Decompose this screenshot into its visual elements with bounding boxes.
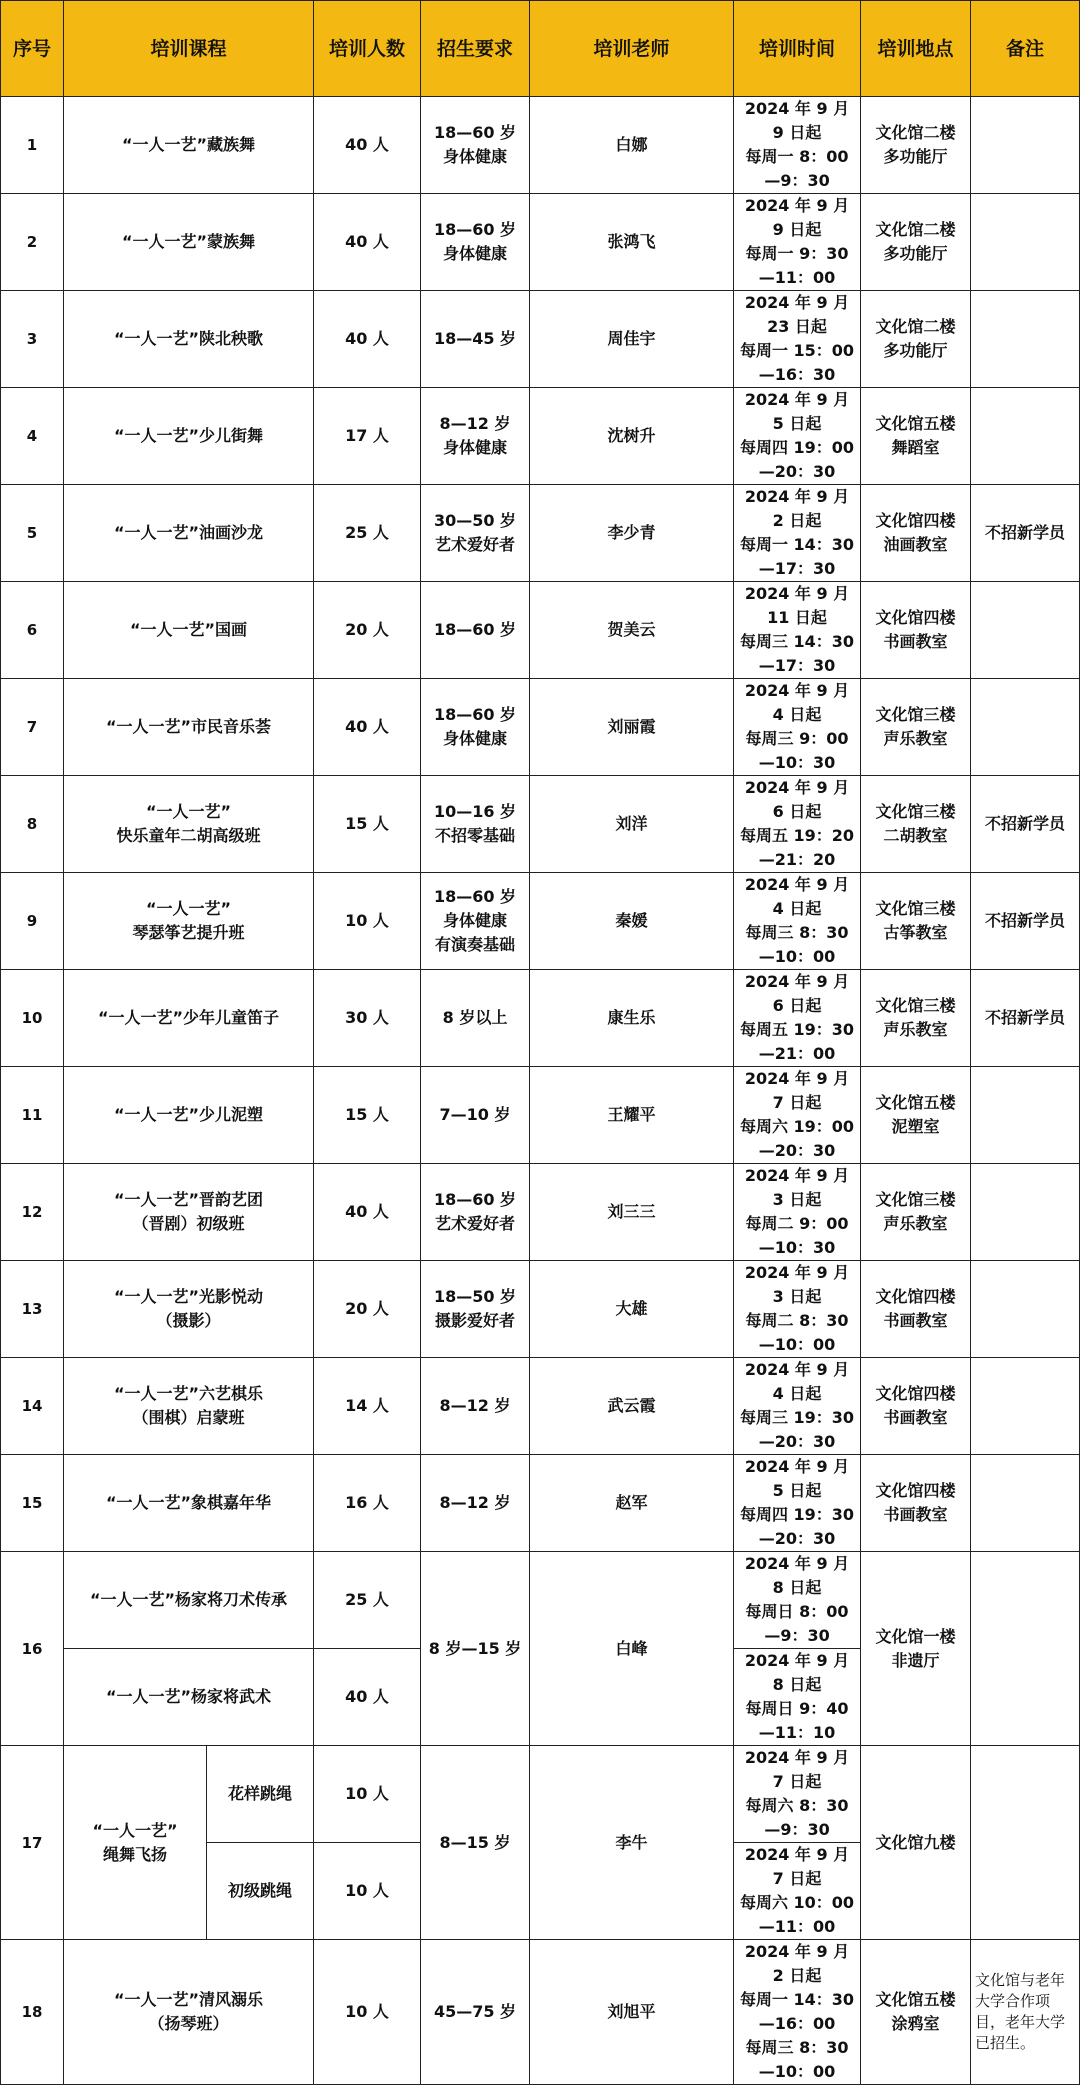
seq-cell: 6 [1,582,64,679]
note-cell [971,1261,1080,1358]
seq-cell: 18 [1,1940,64,2085]
table-row [1,1164,1080,1261]
time-cell: 2024 年 9 月 4 日起 每周三 9：00—10：30 [734,679,861,776]
seq-cell: 10 [1,970,64,1067]
count-cell: 25 人 [314,485,421,582]
requirement-cell: 7—10 岁 [421,1067,530,1164]
count-cell: 40 人 [314,679,421,776]
course-cell: “一人一艺”市民音乐荟 [64,679,314,776]
course-cell: “一人一艺”少儿街舞 [64,388,314,485]
course-cell: “一人一艺”杨家将刀术传承 [64,1552,314,1649]
course-cell: “一人一艺”陕北秧歌 [64,291,314,388]
time-cell: 2024 年 9 月 7 日起 每周六 8：30—9：30 [734,1746,861,1843]
place-cell: 文化馆三楼 声乐教室 [861,1164,971,1261]
teacher-cell: 白娜 [530,97,734,194]
time-cell: 2024 年 9 月 7 日起 每周六 10：00—11：00 [734,1843,861,1940]
time-cell: 2024 年 9 月 8 日起 每周日 8：00—9：30 [734,1552,861,1649]
seq-cell: 5 [1,485,64,582]
teacher-cell: 李牛 [530,1746,734,1940]
note-cell [971,1164,1080,1261]
course-cell: “一人一艺” 琴瑟筝艺提升班 [64,873,314,970]
teacher-cell: 张鸿飞 [530,194,734,291]
teacher-cell: 白峰 [530,1552,734,1746]
header-seq: 序号 [1,1,64,97]
requirement-cell: 8—12 岁 [421,1455,530,1552]
table-row [1,388,1080,485]
time-cell: 2024 年 9 月 4 日起 每周三 19：30—20：30 [734,1358,861,1455]
header-count: 培训人数 [314,1,421,97]
note-cell [971,291,1080,388]
subcourse-cell: 花样跳绳 [207,1746,314,1843]
teacher-cell: 大雄 [530,1261,734,1358]
table-row [1,1067,1080,1164]
note-cell [971,679,1080,776]
table-row [1,194,1080,291]
requirement-cell: 18—60 岁 身体健康 有演奏基础 [421,873,530,970]
count-cell: 10 人 [314,1940,421,2085]
note-cell [971,388,1080,485]
requirement-cell: 45—75 岁 [421,1940,530,2085]
note-cell [971,1358,1080,1455]
count-cell: 20 人 [314,582,421,679]
seq-cell: 3 [1,291,64,388]
requirement-cell: 18—60 岁 身体健康 [421,679,530,776]
teacher-cell: 王耀平 [530,1067,734,1164]
place-cell: 文化馆三楼 二胡教室 [861,776,971,873]
table-row [1,485,1080,582]
time-cell: 2024 年 9 月 2 日起 每周一 14：30—16：00 每周三 8：30—10：00 [734,1940,861,2085]
seq-cell: 4 [1,388,64,485]
course-cell: “一人一艺”晋韵艺团 （晋剧）初级班 [64,1164,314,1261]
place-cell: 文化馆四楼 书画教室 [861,1455,971,1552]
seq-cell: 2 [1,194,64,291]
seq-cell: 1 [1,97,64,194]
note-cell [971,194,1080,291]
place-cell: 文化馆四楼 油画教室 [861,485,971,582]
count-cell: 40 人 [314,97,421,194]
header-row [1,1,1080,97]
teacher-cell: 李少青 [530,485,734,582]
place-cell: 文化馆四楼 书画教室 [861,582,971,679]
course-cell: “一人一艺”杨家将武术 [64,1649,314,1746]
note-cell: 不招新学员 [971,873,1080,970]
time-cell: 2024 年 9 月 7 日起 每周六 19：00—20：30 [734,1067,861,1164]
seq-cell: 17 [1,1746,64,1940]
seq-cell: 8 [1,776,64,873]
header-note: 备注 [971,1,1080,97]
count-cell: 40 人 [314,1649,421,1746]
table-row [1,679,1080,776]
requirement-cell: 18—60 岁 身体健康 [421,194,530,291]
time-cell: 2024 年 9 月 23 日起 每周一 15：00—16：30 [734,291,861,388]
note-cell: 文化馆与老年大学合作项目，老年大学已招生。 [971,1940,1080,2085]
course-cell: “一人一艺”六艺棋乐 （围棋）启蒙班 [64,1358,314,1455]
time-cell: 2024 年 9 月 3 日起 每周二 8：30—10：00 [734,1261,861,1358]
place-cell: 文化馆二楼 多功能厅 [861,194,971,291]
time-cell: 2024 年 9 月 5 日起 每周四 19：00—20：30 [734,388,861,485]
course-cell: “一人一艺”藏族舞 [64,97,314,194]
table-row [1,1261,1080,1358]
requirement-cell: 30—50 岁 艺术爱好者 [421,485,530,582]
count-cell: 14 人 [314,1358,421,1455]
count-cell: 15 人 [314,776,421,873]
time-cell: 2024 年 9 月 8 日起 每周日 9：40—11：10 [734,1649,861,1746]
requirement-cell: 18—60 岁 [421,582,530,679]
teacher-cell: 武云霞 [530,1358,734,1455]
count-cell: 25 人 [314,1552,421,1649]
course-cell: “一人一艺” 绳舞飞扬 [64,1746,207,1940]
place-cell: 文化馆三楼 声乐教室 [861,970,971,1067]
seq-cell: 13 [1,1261,64,1358]
time-cell: 2024 年 9 月 5 日起 每周四 19：30—20：30 [734,1455,861,1552]
requirement-cell: 8—12 岁 [421,1358,530,1455]
place-cell: 文化馆三楼 古筝教室 [861,873,971,970]
table-row [1,1552,1080,1649]
count-cell: 10 人 [314,873,421,970]
table-row [1,291,1080,388]
course-cell: “一人一艺”蒙族舞 [64,194,314,291]
requirement-cell: 10—16 岁 不招零基础 [421,776,530,873]
header-requirement: 招生要求 [421,1,530,97]
header-place: 培训地点 [861,1,971,97]
table-row [1,1455,1080,1552]
requirement-cell: 18—45 岁 [421,291,530,388]
note-cell [971,1455,1080,1552]
table-row [1,970,1080,1067]
table-row [1,776,1080,873]
teacher-cell: 刘丽霞 [530,679,734,776]
seq-cell: 16 [1,1552,64,1746]
time-cell: 2024 年 9 月 9 日起 每周一 9：30—11：00 [734,194,861,291]
requirement-cell: 18—60 岁 艺术爱好者 [421,1164,530,1261]
time-cell: 2024 年 9 月 4 日起 每周三 8：30—10：00 [734,873,861,970]
header-course: 培训课程 [64,1,314,97]
place-cell: 文化馆三楼 声乐教室 [861,679,971,776]
note-cell [971,582,1080,679]
place-cell: 文化馆九楼 [861,1746,971,1940]
note-cell [971,1067,1080,1164]
seq-cell: 14 [1,1358,64,1455]
teacher-cell: 秦媛 [530,873,734,970]
count-cell: 20 人 [314,1261,421,1358]
course-cell: “一人一艺”国画 [64,582,314,679]
count-cell: 30 人 [314,970,421,1067]
course-cell: “一人一艺”少儿泥塑 [64,1067,314,1164]
count-cell: 10 人 [314,1843,421,1940]
place-cell: 文化馆二楼 多功能厅 [861,291,971,388]
teacher-cell: 刘洋 [530,776,734,873]
note-cell [971,1552,1080,1746]
time-cell: 2024 年 9 月 2 日起 每周一 14：30—17：30 [734,485,861,582]
teacher-cell: 贺美云 [530,582,734,679]
table-row [1,1940,1080,2085]
count-cell: 16 人 [314,1455,421,1552]
table-row [1,97,1080,194]
place-cell: 文化馆四楼 书画教室 [861,1261,971,1358]
requirement-cell: 8—15 岁 [421,1746,530,1940]
seq-cell: 7 [1,679,64,776]
teacher-cell: 周佳宇 [530,291,734,388]
teacher-cell: 刘三三 [530,1164,734,1261]
time-cell: 2024 年 9 月 11 日起 每周三 14：30—17：30 [734,582,861,679]
table-row [1,1746,1080,1843]
count-cell: 15 人 [314,1067,421,1164]
seq-cell: 15 [1,1455,64,1552]
count-cell: 40 人 [314,1164,421,1261]
note-cell [971,97,1080,194]
seq-cell: 9 [1,873,64,970]
requirement-cell: 8—12 岁 身体健康 [421,388,530,485]
note-cell: 不招新学员 [971,485,1080,582]
count-cell: 17 人 [314,388,421,485]
place-cell: 文化馆五楼 泥塑室 [861,1067,971,1164]
header-time: 培训时间 [734,1,861,97]
table-row [1,873,1080,970]
requirement-cell: 18—60 岁 身体健康 [421,97,530,194]
seq-cell: 11 [1,1067,64,1164]
teacher-cell: 沈树升 [530,388,734,485]
course-cell: “一人一艺”光影悦动 （摄影） [64,1261,314,1358]
time-cell: 2024 年 9 月 9 日起 每周一 8：00—9：30 [734,97,861,194]
teacher-cell: 赵军 [530,1455,734,1552]
time-cell: 2024 年 9 月 6 日起 每周五 19：20—21：20 [734,776,861,873]
course-cell: “一人一艺”清风溺乐 （扬琴班） [64,1940,314,2085]
note-cell [971,1746,1080,1940]
place-cell: 文化馆四楼 书画教室 [861,1358,971,1455]
note-cell: 不招新学员 [971,970,1080,1067]
place-cell: 文化馆五楼 涂鸦室 [861,1940,971,2085]
requirement-cell: 18—50 岁 摄影爱好者 [421,1261,530,1358]
course-cell: “一人一艺”油画沙龙 [64,485,314,582]
place-cell: 文化馆一楼 非遗厅 [861,1552,971,1746]
header-teacher: 培训老师 [530,1,734,97]
teacher-cell: 刘旭平 [530,1940,734,2085]
course-cell: “一人一艺”少年儿童笛子 [64,970,314,1067]
requirement-cell: 8 岁以上 [421,970,530,1067]
table-row [1,1358,1080,1455]
place-cell: 文化馆五楼 舞蹈室 [861,388,971,485]
time-cell: 2024 年 9 月 6 日起 每周五 19：30—21：00 [734,970,861,1067]
seq-cell: 12 [1,1164,64,1261]
note-cell: 不招新学员 [971,776,1080,873]
table-row [1,582,1080,679]
count-cell: 40 人 [314,291,421,388]
requirement-cell: 8 岁—15 岁 [421,1552,530,1746]
course-cell: “一人一艺” 快乐童年二胡高级班 [64,776,314,873]
course-cell: “一人一艺”象棋嘉年华 [64,1455,314,1552]
time-cell: 2024 年 9 月 3 日起 每周二 9：00—10：30 [734,1164,861,1261]
count-cell: 40 人 [314,194,421,291]
teacher-cell: 康生乐 [530,970,734,1067]
subcourse-cell: 初级跳绳 [207,1843,314,1940]
place-cell: 文化馆二楼 多功能厅 [861,97,971,194]
count-cell: 10 人 [314,1746,421,1843]
